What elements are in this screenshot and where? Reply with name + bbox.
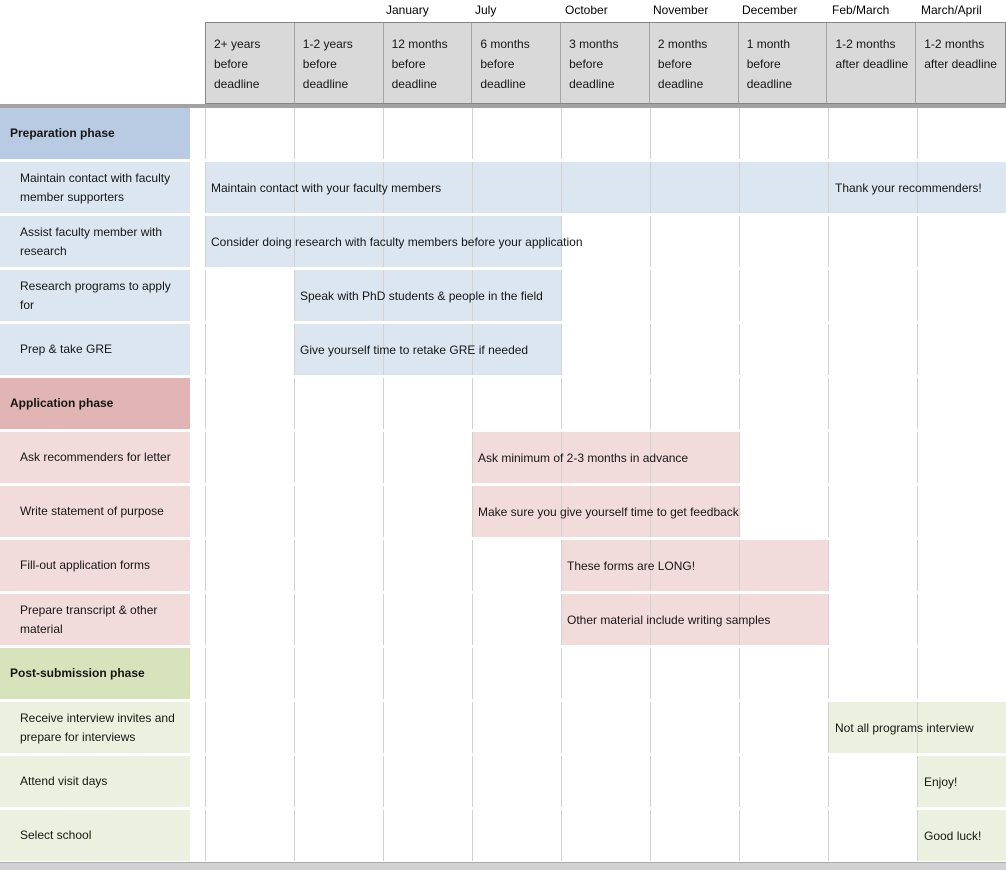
timeline-row-cells bbox=[205, 810, 1006, 861]
timeline-row-cells bbox=[205, 216, 1006, 267]
timeline-row-cells bbox=[205, 162, 1006, 213]
task-row-label: Maintain contact with faculty member supporters bbox=[0, 162, 190, 213]
task-row bbox=[0, 162, 1006, 213]
column-header: 1-2 years before deadline bbox=[295, 23, 384, 103]
task-row bbox=[0, 540, 1006, 591]
month-label: January bbox=[386, 3, 429, 17]
timeline-row-cells bbox=[205, 270, 1006, 321]
bottom-border-line bbox=[0, 862, 1006, 870]
column-header: 1-2 months after deadline bbox=[827, 23, 916, 103]
task-row bbox=[0, 594, 1006, 645]
bar-annotation: Thank your recommenders! bbox=[835, 180, 982, 195]
bar-annotation: Enjoy! bbox=[924, 774, 958, 789]
timeline-row-cells bbox=[205, 648, 1006, 699]
timeline-row-cells bbox=[205, 378, 1006, 429]
timeline-row-cells bbox=[205, 486, 1006, 537]
bar-annotation: Ask minimum of 2-3 months in advance bbox=[478, 450, 689, 465]
phase-row bbox=[0, 648, 1006, 699]
bar-annotation: Speak with PhD students & people in the field bbox=[300, 288, 543, 303]
timeline-row-cells bbox=[205, 540, 1006, 591]
month-label: July bbox=[475, 3, 497, 17]
bar-annotation: These forms are LONG! bbox=[567, 558, 696, 573]
task-row-label: Select school bbox=[0, 810, 190, 861]
column-header: 2+ years before deadline bbox=[206, 23, 295, 103]
task-row-label: Ask recommenders for letter bbox=[0, 432, 190, 483]
column-header: 1 month before deadline bbox=[739, 23, 828, 103]
task-row bbox=[0, 216, 1006, 267]
task-row bbox=[0, 756, 1006, 807]
task-row bbox=[0, 486, 1006, 537]
timeline-row-cells bbox=[205, 702, 1006, 753]
timeline-row-cells bbox=[205, 324, 1006, 375]
bar-annotation: Not all programs interview bbox=[835, 720, 974, 735]
timeline-column-headers bbox=[205, 22, 1006, 104]
phase-row-label: Post-submission phase bbox=[0, 648, 190, 699]
month-label: November bbox=[653, 3, 709, 17]
phase-row-label: Application phase bbox=[0, 378, 190, 429]
task-row bbox=[0, 810, 1006, 861]
task-row bbox=[0, 324, 1006, 375]
task-row-label: Attend visit days bbox=[0, 756, 190, 807]
timeline-row-cells bbox=[205, 756, 1006, 807]
phase-row-label: Preparation phase bbox=[0, 108, 190, 159]
task-row-label: Write statement of purpose bbox=[0, 486, 190, 537]
month-label: Feb/March bbox=[832, 3, 890, 17]
column-header: 12 months before deadline bbox=[384, 23, 473, 103]
column-header: 2 months before deadline bbox=[650, 23, 739, 103]
task-row-label: Receive interview invites and prepare for interviews bbox=[0, 702, 190, 753]
column-header: 1-2 months after deadline bbox=[924, 37, 997, 71]
bar-annotation: Make sure you give yourself time to get feedback bbox=[478, 504, 739, 519]
task-row-label: Research programs to apply for bbox=[0, 270, 190, 321]
bar-annotation: Consider doing research with faculty members before your application bbox=[211, 234, 583, 249]
task-row-label: Prep & take GRE bbox=[0, 324, 190, 375]
timeline-row-cells bbox=[205, 594, 1006, 645]
timeline-row-cells bbox=[205, 432, 1006, 483]
bar-annotation: Maintain contact with your faculty members bbox=[211, 180, 442, 195]
month-label: March/April bbox=[921, 3, 982, 17]
timeline-row-cells bbox=[205, 108, 1006, 159]
column-header: 3 months before deadline bbox=[561, 23, 650, 103]
column-header: 6 months before deadline bbox=[472, 23, 561, 103]
timeline-body bbox=[0, 108, 1006, 864]
task-row bbox=[0, 270, 1006, 321]
task-row bbox=[0, 432, 1006, 483]
task-row-label: Fill-out application forms bbox=[0, 540, 190, 591]
phase-row bbox=[0, 108, 1006, 159]
task-row-label: Assist faculty member with research bbox=[0, 216, 190, 267]
phase-row bbox=[0, 378, 1006, 429]
month-label: October bbox=[565, 3, 608, 17]
task-row-label: Prepare transcript & other material bbox=[0, 594, 190, 645]
bar-annotation: Give yourself time to retake GRE if needed bbox=[300, 342, 529, 357]
task-row bbox=[0, 702, 1006, 753]
month-label: December bbox=[742, 3, 798, 17]
bar-annotation: Other material include writing samples bbox=[567, 612, 771, 627]
bar-annotation: Good luck! bbox=[924, 828, 982, 843]
